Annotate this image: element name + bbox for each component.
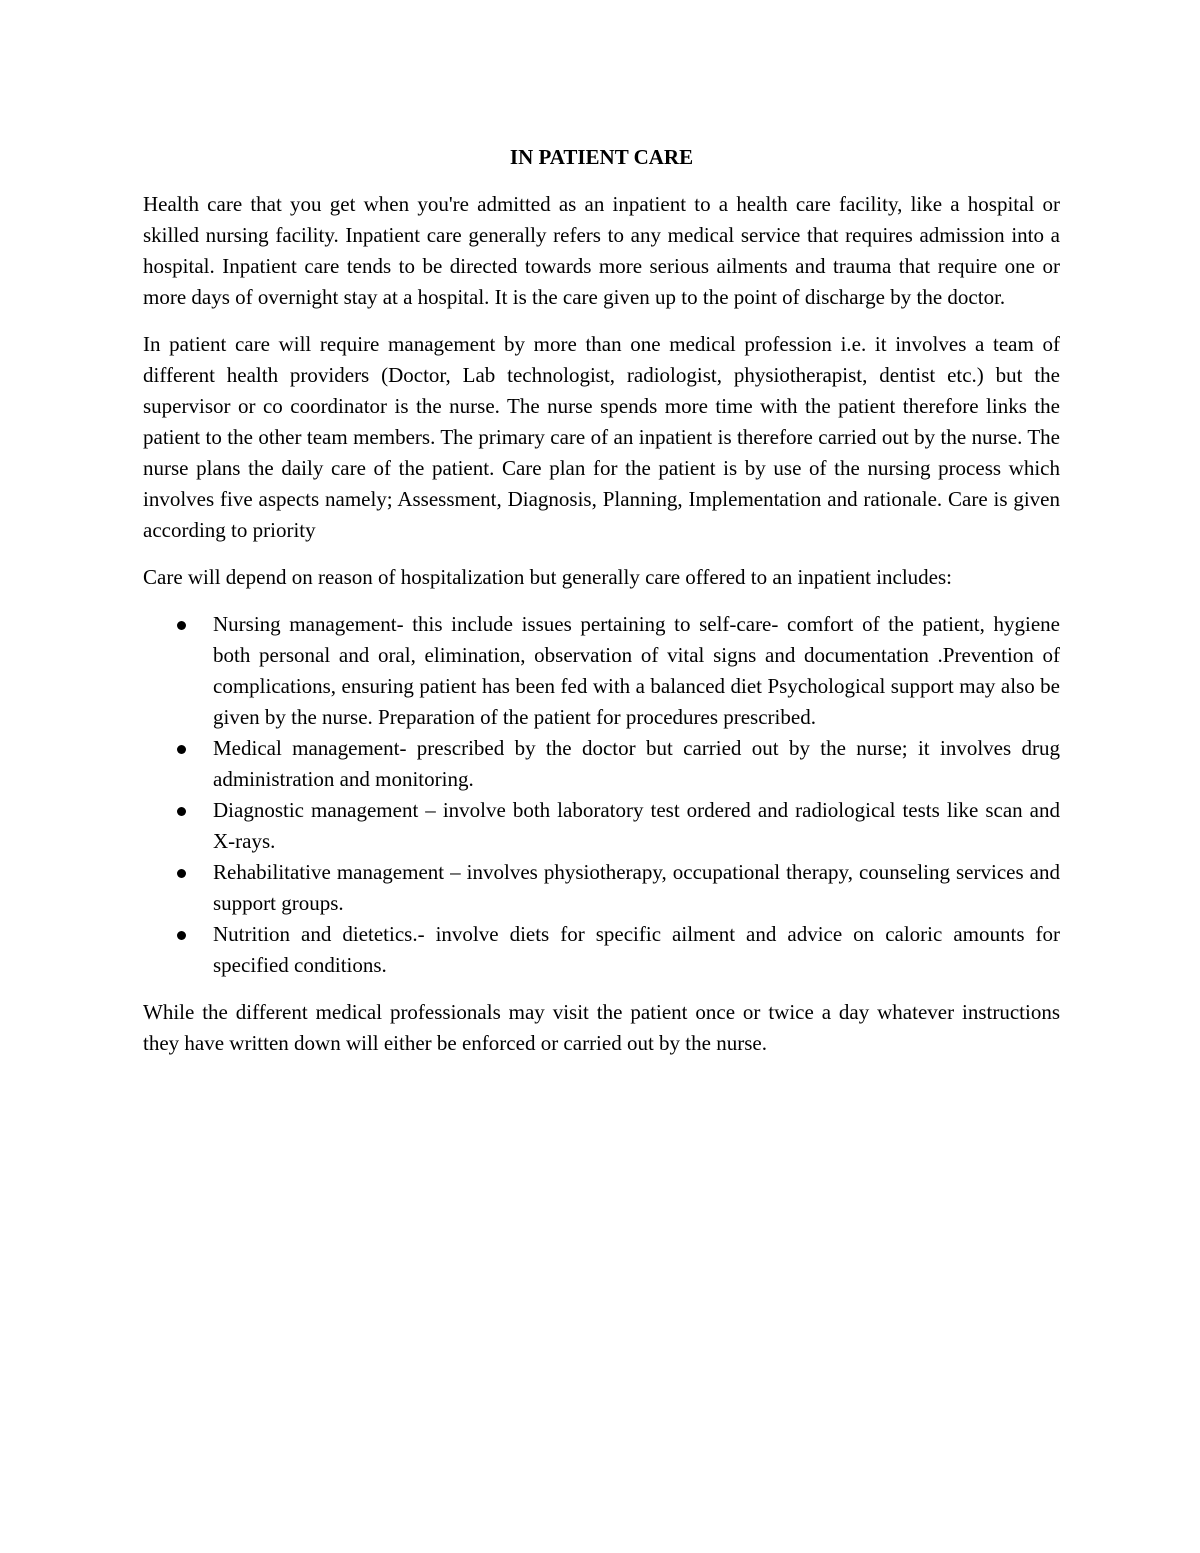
list-item-text: Nursing management- this include issues pertaining to self-care- comfort of the patient, hygiene both personal and oral, elimination, observation of vital signs and documentation .Prevention of complications, ensuring patient has been fed with a balanced diet Psychological support may also be given by the nurse. Preparation of the patient for procedures prescribed. (213, 612, 1060, 729)
bullet-icon (177, 869, 186, 878)
bullet-icon (177, 931, 186, 940)
list-item (143, 795, 1060, 857)
care-bullet-list (143, 609, 1060, 981)
paragraph-team-management: In patient care will require management by more than one medical profession i.e. it involves a team of different health providers (Doctor, Lab technologist, radiologist, physiotherapist, dentist etc.) but the supervisor or co coordinator is the nurse. The nurse spends more time with the patient therefore links the patient to the other team members. The primary care of an inpatient is therefore carried out by the nurse. The nurse plans the daily care of the patient. Care plan for the patient is by use of the nursing process which involves five aspects namely; Assessment, Diagnosis, Planning, Implementation and rationale. Care is given according to priority (143, 332, 1060, 542)
list-item-text: Nutrition and dietetics.- involve diets for specific ailment and advice on caloric amounts for specified conditions. (213, 922, 1060, 977)
list-item-text: Medical management- prescribed by the doctor but carried out by the nurse; it involves drug administration and monitoring. (213, 736, 1060, 791)
list-item (143, 857, 1060, 919)
paragraph-care-intro: Care will depend on reason of hospitalization but generally care offered to an inpatient includes: (143, 565, 953, 589)
list-item-text: Rehabilitative management – involves physiotherapy, occupational therapy, counseling services and support groups. (213, 860, 1060, 915)
list-item-text: Diagnostic management – involve both laboratory test ordered and radiological tests like scan and X-rays. (213, 798, 1060, 853)
document-title: IN PATIENT CARE (509, 145, 694, 169)
document-page (143, 142, 1060, 1075)
bullet-icon (177, 807, 186, 816)
paragraph-closing: While the different medical professionals may visit the patient once or twice a day whatever instructions they have written down will either be enforced or carried out by the nurse. (143, 1000, 1060, 1055)
list-item (143, 919, 1060, 981)
paragraph-definition: Health care that you get when you're admitted as an inpatient to a health care facility, like a hospital or skilled nursing facility. Inpatient care generally refers to any medical service that requires admission into a hospital. Inpatient care tends to be directed towards more serious ailments and trauma that require one or more days of overnight stay at a hospital. It is the care given up to the point of discharge by the doctor. (143, 192, 1060, 309)
list-item (143, 609, 1060, 733)
bullet-icon (177, 621, 186, 630)
bullet-icon (177, 745, 186, 754)
list-item (143, 733, 1060, 795)
